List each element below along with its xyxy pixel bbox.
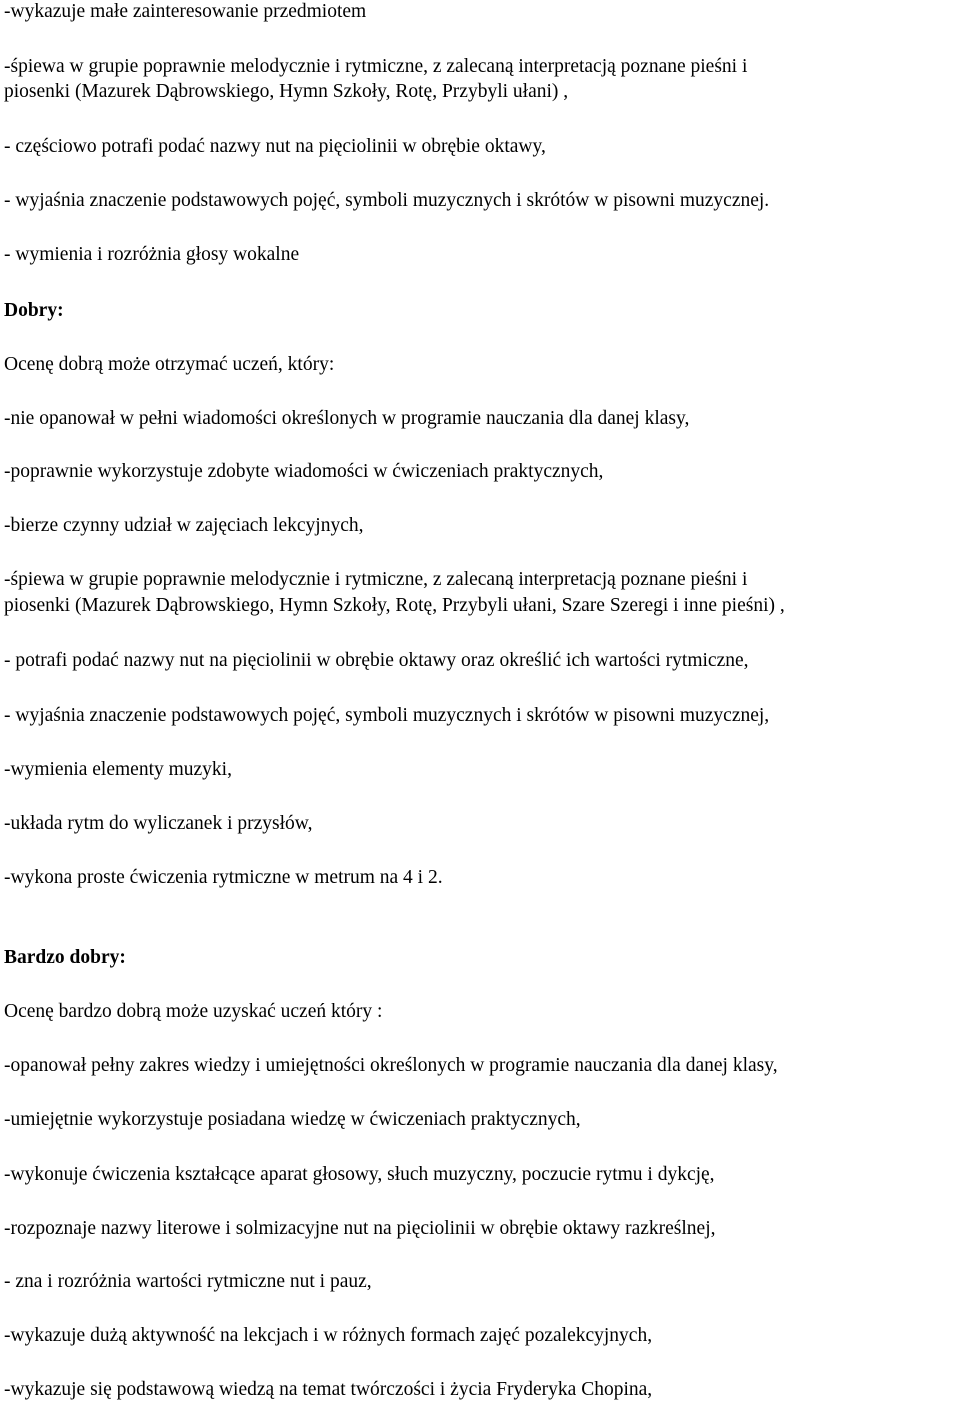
text-line: -opanował pełny zakres wiedzy i umiejętności określonych w programie nauczania dla danej klasy, — [4, 1055, 778, 1076]
text-line: piosenki (Mazurek Dąbrowskiego, Hymn Szkoły, Rotę, Przybyli ułani) , — [4, 81, 569, 102]
section-heading-dobry: Dobry: — [4, 300, 64, 321]
section-heading-bardzo-dobry: Bardzo dobry: — [4, 947, 126, 968]
text-line: -wykazuje się podstawową wiedzą na temat twórczości i życia Fryderyka Chopina, — [4, 1379, 653, 1400]
text-line: piosenki (Mazurek Dąbrowskiego, Hymn Szkoły, Rotę, Przybyli ułani, Szare Szeregi i inne pieśni) , — [4, 595, 785, 616]
text-line: -wymienia elementy muzyki, — [4, 759, 232, 780]
text-line: -nie opanował w pełni wiadomości określonych w programie nauczania dla danej klasy, — [4, 408, 690, 429]
text-line: -poprawnie wykorzystuje zdobyte wiadomości w ćwiczeniach praktycznych, — [4, 461, 604, 482]
text-line: Ocenę bardzo dobrą może uzyskać uczeń który : — [4, 1001, 383, 1022]
text-line: - wymienia i rozróżnia głosy wokalne — [4, 244, 300, 265]
text-line: Ocenę dobrą może otrzymać uczeń, który: — [4, 354, 335, 375]
text-line: -wykazuje małe zainteresowanie przedmiotem — [4, 1, 367, 22]
text-line: -śpiewa w grupie poprawnie melodycznie i rytmiczne, z zalecaną interpretacją poznane pieśni i — [4, 56, 748, 77]
text-line: - częściowo potrafi podać nazwy nut na pięciolinii w obrębie oktawy, — [4, 136, 546, 157]
text-line: -bierze czynny udział w zajęciach lekcyjnych, — [4, 515, 364, 536]
text-line: -wykazuje dużą aktywność na lekcjach i w różnych formach zajęć pozalekcyjnych, — [4, 1325, 653, 1346]
text-line: -układa rytm do wyliczanek i przysłów, — [4, 813, 313, 834]
text-line: - potrafi podać nazwy nut na pięciolinii w obrębie oktawy oraz określić ich wartości rytmiczne, — [4, 650, 749, 671]
text-line: -umiejętnie wykorzystuje posiadana wiedzę w ćwiczeniach praktycznych, — [4, 1109, 581, 1130]
text-line: -śpiewa w grupie poprawnie melodycznie i rytmiczne, z zalecaną interpretacją poznane pieśni i — [4, 569, 748, 590]
text-line: - wyjaśnia znaczenie podstawowych pojęć, symboli muzycznych i skrótów w pisowni muzycznej, — [4, 705, 770, 726]
text-line: - wyjaśnia znaczenie podstawowych pojęć, symboli muzycznych i skrótów w pisowni muzycznej. — [4, 190, 770, 211]
text-line: - zna i rozróżnia wartości rytmiczne nut i pauz, — [4, 1271, 372, 1292]
text-line: -wykona proste ćwiczenia rytmiczne w metrum na 4 i 2. — [4, 867, 443, 888]
text-line: -rozpoznaje nazwy literowe i solmizacyjne nut na pięciolinii w obrębie oktawy razkreślnej, — [4, 1218, 716, 1239]
text-line: -wykonuje ćwiczenia kształcące aparat głosowy, słuch muzyczny, poczucie rytmu i dykcję, — [4, 1164, 715, 1185]
